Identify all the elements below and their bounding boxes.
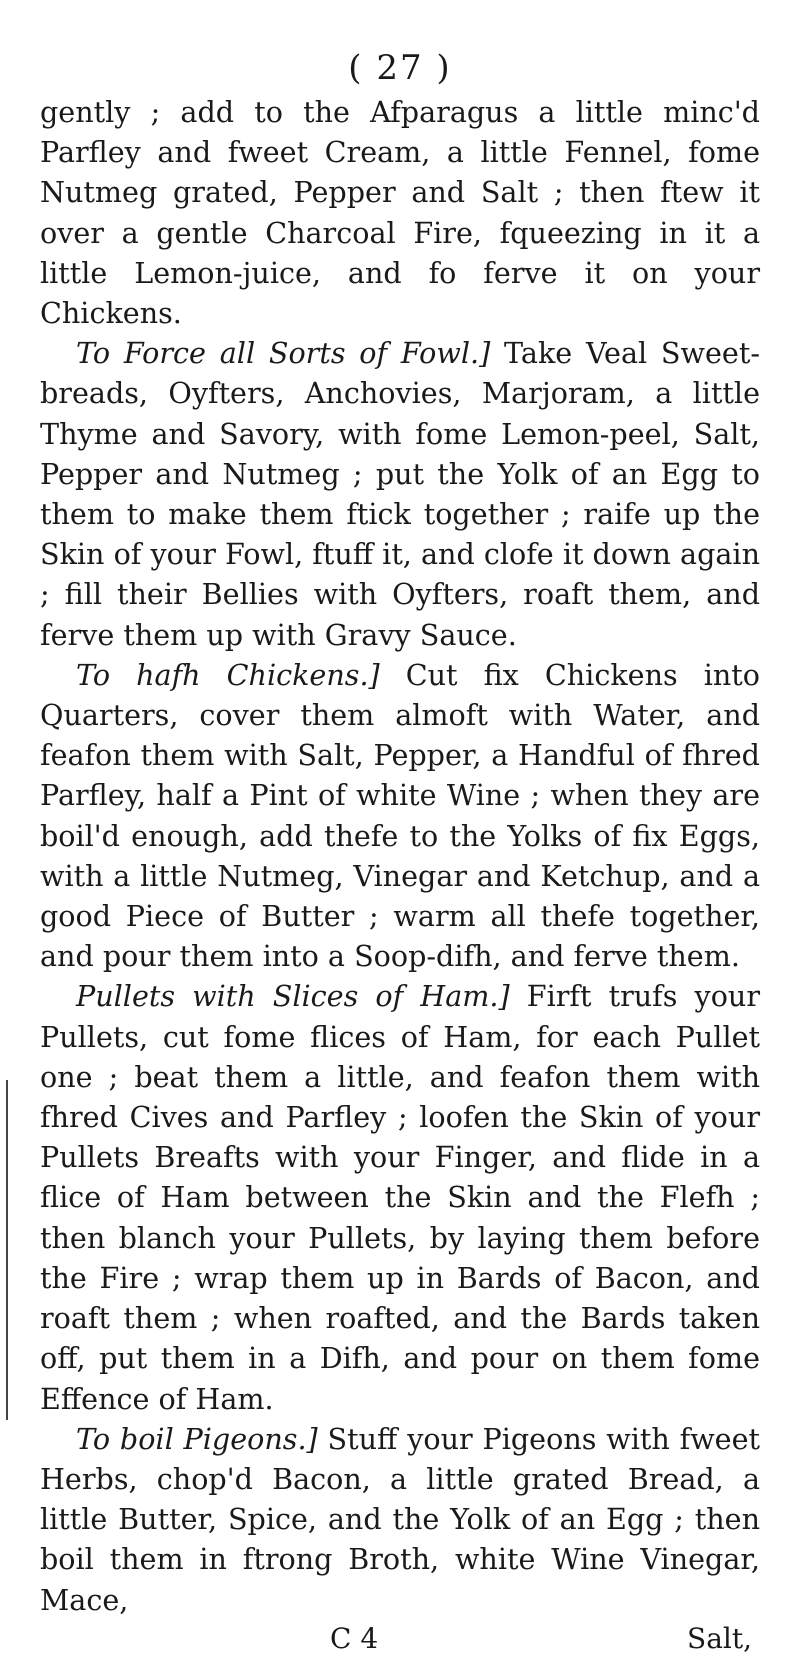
intro-paragraph: gently ; add to the Afparagus a little minc'd Parfley and fweet Cream, a little Fennel, fome Nutmeg grated, Pepper and Salt ; then ftew it over a gentle Charcoal Fire, fqueezing in it a little Lemon-juice, and fo ferve it on your Chickens. bbox=[40, 95, 760, 331]
recipe-heading: Pullets with Slices of Ham.] bbox=[76, 979, 510, 1014]
recipe-hash-chickens bbox=[40, 655, 760, 977]
page-footer bbox=[40, 1622, 760, 1656]
recipe-text: Firft trufs your Pullets, cut fome flices of Ham, for each Pullet one ; beat them a little, and feafon them with fhred Cives and Parfley ; loofen the Skin of your Pullets Breafts with your Finger, and flide in a flice of Ham between the Skin and the Flefh ; then blanch your Pullets, by laying them before the Fire ; wrap them up in Bards of Bacon, and roaft them ; when roafted, and the Bards taken off, put them in a Difh, and pour on them fome Effence of Ham. bbox=[40, 979, 760, 1416]
page-number: ( 27 ) bbox=[348, 48, 452, 88]
recipe-text: Cut fix Chickens into Quarters, cover them almoft with Water, and feafon them with Salt, Pepper, a Handful of fhred Parfley, half a Pint of white Wine ; when they are boil'd enough, add thefe to the Yolks of fix Eggs, with a little Nutmeg, Vinegar and Ketchup, and a good Piece of Butter ; warm all thefe together, and pour them into a Soop-difh, and ferve them. bbox=[40, 657, 760, 974]
signature-mark: C 4 bbox=[330, 1621, 379, 1655]
recipe-heading: To hafh Chickens.] bbox=[76, 657, 380, 692]
recipe-pullets-ham bbox=[40, 976, 760, 1418]
page-body bbox=[40, 92, 760, 1620]
binding-edge-line bbox=[6, 1080, 8, 1420]
recipe-heading: To Force all Sorts of Fowl.] bbox=[76, 336, 491, 371]
catchword: Salt, bbox=[687, 1621, 752, 1655]
recipe-force-fowl bbox=[40, 333, 760, 655]
recipe-text: Stuff your Pigeons with fweet Herbs, chop'd Bacon, a little grated Bread, a little Butter, Spice, and the Yolk of an Egg ; then boil them in ftrong Broth, white Wine Vinegar, Mace, bbox=[40, 1421, 760, 1617]
recipe-boil-pigeons bbox=[40, 1419, 760, 1620]
recipe-heading: To boil Pigeons.] bbox=[76, 1421, 318, 1456]
recipe-text: Take Veal Sweet-breads, Oyfters, Anchovies, Marjoram, a little Thyme and Savory, with fome Lemon-peel, Salt, Pepper and Nutmeg ; put the Yolk of an Egg to them to make them ftick together ; raife up the Skin of your Fowl, ftuff it, and clofe it down again ; fill their Bellies with Oyfters, roaft them, and ferve them up with Gravy Sauce. bbox=[40, 336, 760, 652]
